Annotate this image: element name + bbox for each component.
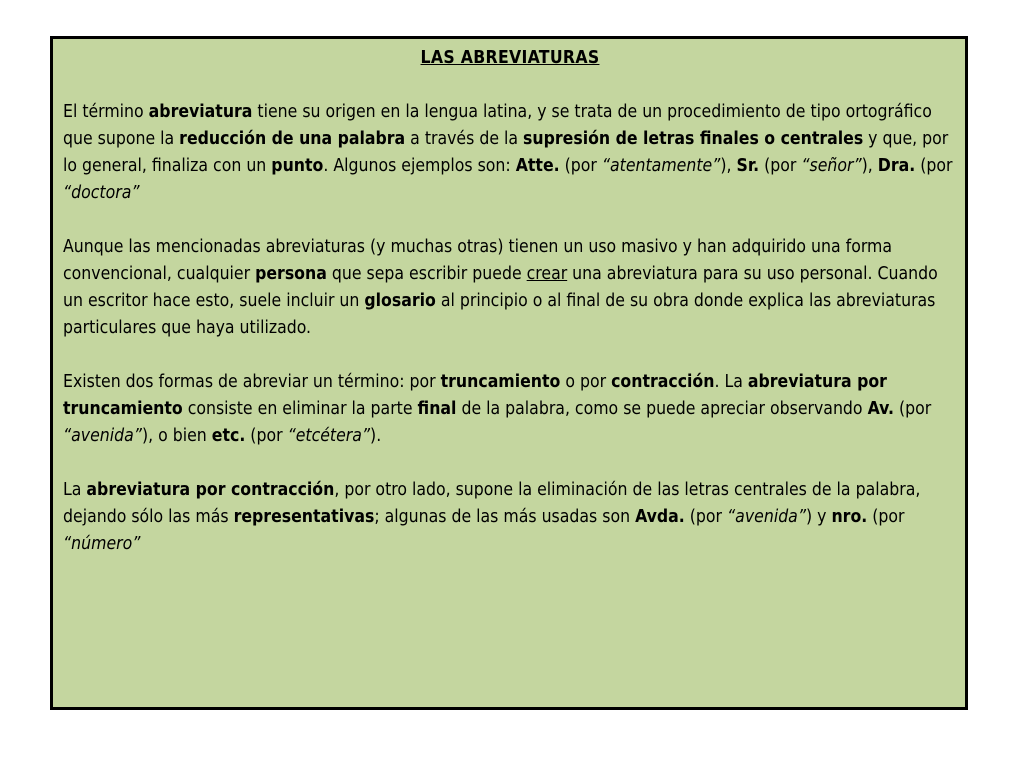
text: Existen dos formas de abreviar un término: por xyxy=(63,372,441,392)
text: . Algunos ejemplos son: xyxy=(323,156,516,176)
text: al principio o al final de su obra donde explica las abreviaturas particulares que haya utilizado. xyxy=(63,291,936,338)
bold-term: abreviatura por truncamiento xyxy=(63,372,887,419)
bold-term: Dra. xyxy=(877,156,916,176)
text: que sepa escribir puede xyxy=(326,264,527,284)
bold-term: reducción de una palabra xyxy=(179,129,406,149)
bold-term: glosario xyxy=(364,291,436,311)
page-title: LAS ABREVIATURAS xyxy=(420,48,600,68)
text: consiste en eliminar la parte xyxy=(182,399,418,419)
italic-term: “avenida” xyxy=(727,507,806,527)
paragraph-3 xyxy=(63,369,957,450)
italic-term: “etcétera” xyxy=(287,426,371,446)
text: ). xyxy=(370,426,382,446)
text: ), xyxy=(861,156,878,176)
bold-term: representativas xyxy=(233,507,375,527)
text: (por xyxy=(559,156,602,176)
bold-term: punto xyxy=(271,156,324,176)
text: de la palabra, como se puede apreciar observando xyxy=(456,399,868,419)
paragraph-4 xyxy=(63,477,957,558)
text: (por xyxy=(867,507,905,527)
paragraph-2 xyxy=(63,234,957,342)
italic-term: “señor” xyxy=(801,156,862,176)
italic-term: “atentamente” xyxy=(601,156,721,176)
italic-term: “número” xyxy=(63,534,141,554)
text: (por xyxy=(684,507,728,527)
text: La xyxy=(63,480,87,500)
text: y que, por lo general, finaliza con un xyxy=(63,129,949,176)
bold-term: etc. xyxy=(211,426,246,446)
bold-term: Atte. xyxy=(515,156,560,176)
bold-term: contracción xyxy=(611,372,715,392)
text: (por xyxy=(915,156,953,176)
bold-term: abreviatura por contracción xyxy=(86,480,335,500)
text: (por xyxy=(759,156,802,176)
bold-term: abreviatura xyxy=(148,102,253,122)
italic-term: “avenida” xyxy=(63,426,142,446)
text: a través de la xyxy=(405,129,524,149)
slide-content xyxy=(63,45,957,585)
text: (por xyxy=(893,399,932,419)
text: ; algunas de las más usadas son xyxy=(374,507,636,527)
bold-term: final xyxy=(417,399,457,419)
bold-term: Sr. xyxy=(736,156,760,176)
text: El término xyxy=(63,102,149,122)
text: ), xyxy=(720,156,737,176)
text: o por xyxy=(560,372,612,392)
text: . La xyxy=(714,372,748,392)
text: (por xyxy=(245,426,288,446)
bold-term: persona xyxy=(255,264,327,284)
text: Aunque las mencionadas abreviaturas (y muchas otras) tienen un uso masivo y han adquirido una forma convencional, cualquier xyxy=(63,237,892,284)
text: ) y xyxy=(806,507,832,527)
text: ), o bien xyxy=(141,426,212,446)
underlined-term: crear xyxy=(526,264,568,284)
text: , por otro lado, supone la eliminación de las letras centrales de la palabra, dejando sólo las más xyxy=(63,480,921,527)
bold-term: supresión de letras finales o centrales xyxy=(523,129,864,149)
text: tiene su origen en la lengua latina, y se trata de un procedimiento de tipo ortográfico que supone la xyxy=(63,102,932,149)
bold-term: Avda. xyxy=(635,507,685,527)
slide-frame xyxy=(50,36,968,710)
paragraph-1 xyxy=(63,99,957,207)
bold-term: nro. xyxy=(831,507,868,527)
italic-term: “doctora” xyxy=(63,183,140,203)
bold-term: truncamiento xyxy=(440,372,561,392)
text: una abreviatura para su uso personal. Cuando un escritor hace esto, suele incluir un xyxy=(63,264,938,311)
bold-term: Av. xyxy=(867,399,894,419)
